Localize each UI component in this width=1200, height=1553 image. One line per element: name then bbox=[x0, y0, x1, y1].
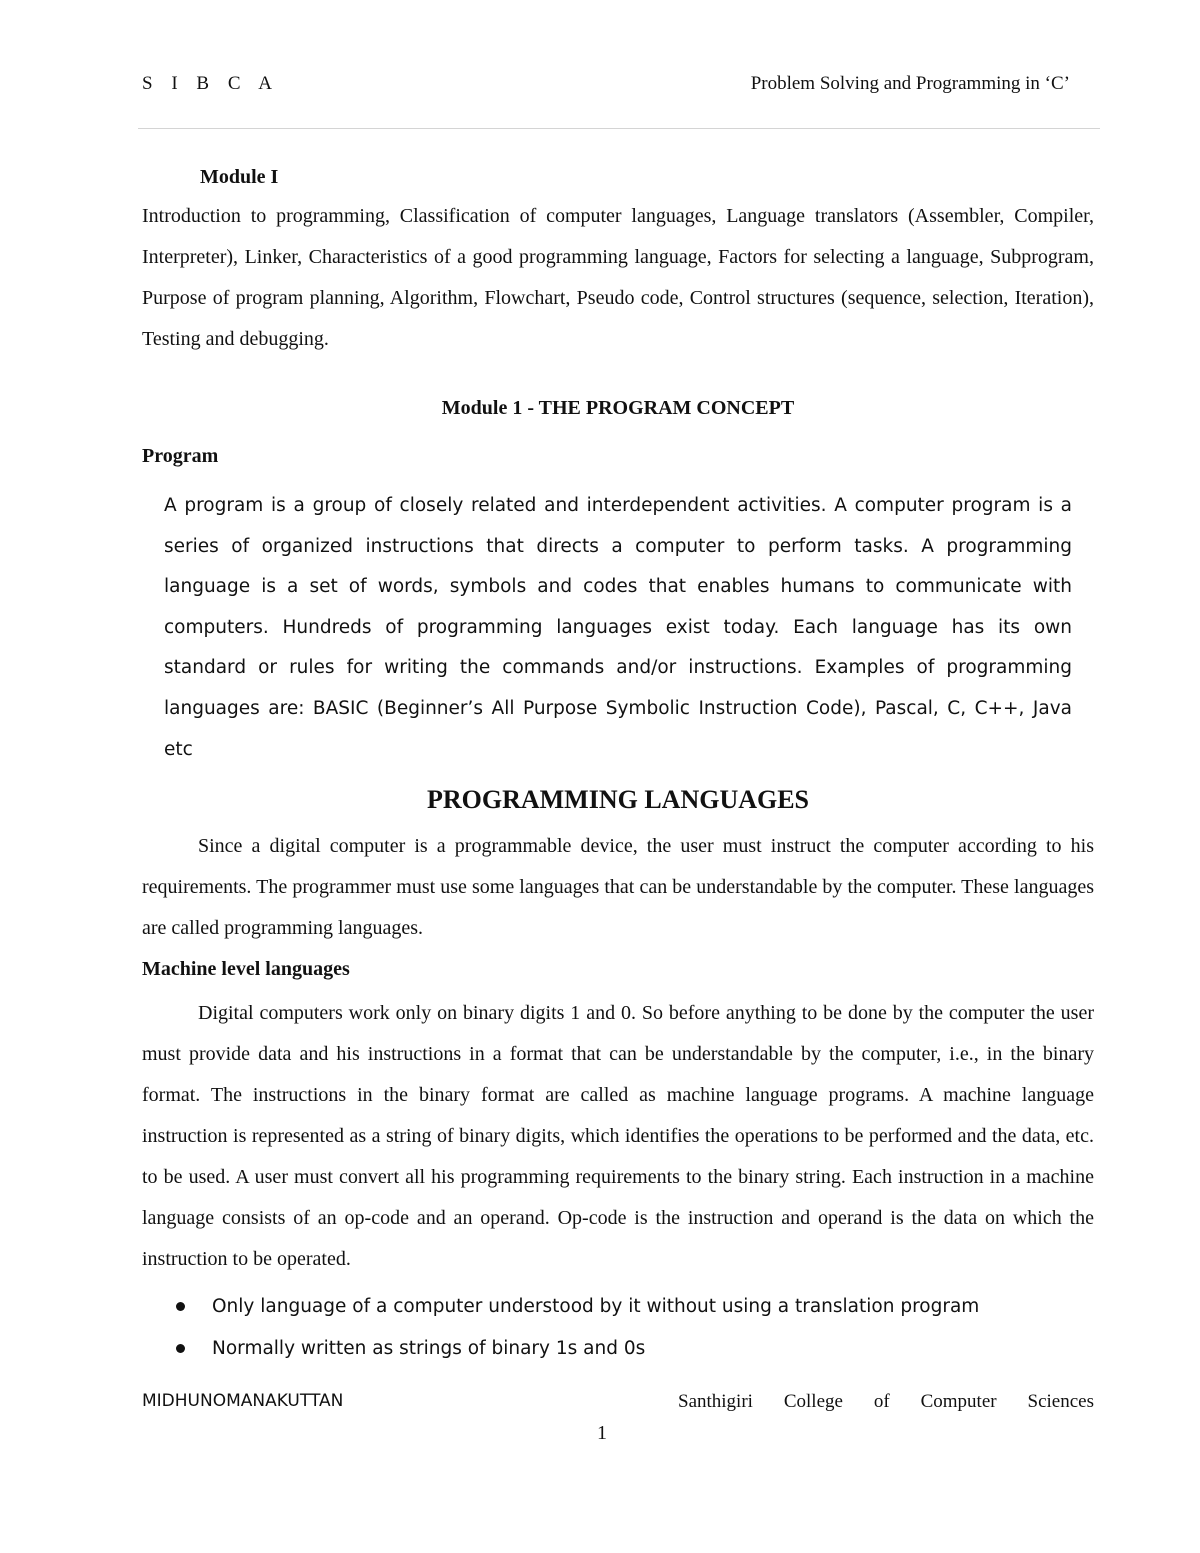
header-subject-title: Problem Solving and Programming in ‘C’ bbox=[750, 73, 1070, 94]
list-item bbox=[142, 1286, 1094, 1328]
machine-languages-bullets bbox=[142, 1286, 1094, 1370]
programming-languages-heading: PROGRAMMING LANGUAGES bbox=[426, 785, 810, 815]
footer-college-word: Santhigiri bbox=[678, 1391, 753, 1412]
programming-languages-intro: Since a digital computer is a programmable device, the user must instruct the computer according to his requirements. The programmer must use some languages that can be understandable by the computer. These languages are called programming languages. bbox=[142, 835, 1094, 940]
header-course-code: S I B C A bbox=[142, 73, 279, 94]
footer-college-word: College bbox=[783, 1391, 843, 1412]
footer-college-word: Computer bbox=[920, 1391, 997, 1412]
bullet-icon bbox=[176, 1344, 185, 1353]
bullet-text: Only language of a computer understood by it without using a translation program bbox=[212, 1296, 980, 1318]
machine-languages-heading: Machine level languages bbox=[142, 958, 350, 981]
header-divider bbox=[138, 128, 1100, 129]
program-definition: A program is a group of closely related and interdependent activities. A computer program is a series of organized instructions that directs a computer to perform tasks. A programming language is a set of words, symbols and codes that enables humans to communicate with computers. Hundreds of programming languages exist today. Each language has its own standard or rules for writing the commands and/or instructions. Examples of programming languages are: BASIC (Beginner’s All Purpose Symbolic Instruction Code), Pascal, C, C++, Java etc bbox=[164, 495, 1072, 760]
list-item bbox=[142, 1328, 1094, 1370]
machine-languages-text: Digital computers work only on binary digits 1 and 0. So before anything to be done by the computer the user must provide data and his instructions in a format that can be understandable by the computer, i.e., in the binary format. The instructions in the binary format are called as machine language programs. A machine language instruction is represented as a string of binary digits, which identifies the operations to be performed and the data, etc. to be used. A user must convert all his programming requirements to the binary string. Each instruction in a machine language consists of an op-code and an operand. Op-code is the instruction and operand is the data on which the instruction to be operated. bbox=[142, 1002, 1094, 1271]
page-body bbox=[142, 158, 1094, 1370]
bullet-icon bbox=[176, 1302, 185, 1311]
footer-college-word: Sciences bbox=[1027, 1391, 1094, 1412]
syllabus-title: Module I bbox=[200, 166, 279, 188]
program-heading: Program bbox=[142, 445, 219, 467]
syllabus-text: Introduction to programming, Classification of computer languages, Language translators (Assembler, Compiler, Interpreter), Linker, Characteristics of a good programming language, Factors for selecting a language, Subprogram, Purpose of program planning, Algorithm, Flowchart, Pseudo code, Control structures (sequence, selection, Iteration), Testing and debugging. bbox=[142, 205, 1094, 350]
footer-author: MIDHUNOMANAKUTTAN bbox=[142, 1391, 344, 1411]
footer-college-word: of bbox=[873, 1391, 890, 1412]
page-number: 1 bbox=[597, 1422, 607, 1444]
module-heading: Module 1 - THE PROGRAM CONCEPT bbox=[441, 397, 795, 419]
bullet-text: Normally written as strings of binary 1s and 0s bbox=[212, 1338, 646, 1360]
footer-college bbox=[678, 1391, 1094, 1413]
